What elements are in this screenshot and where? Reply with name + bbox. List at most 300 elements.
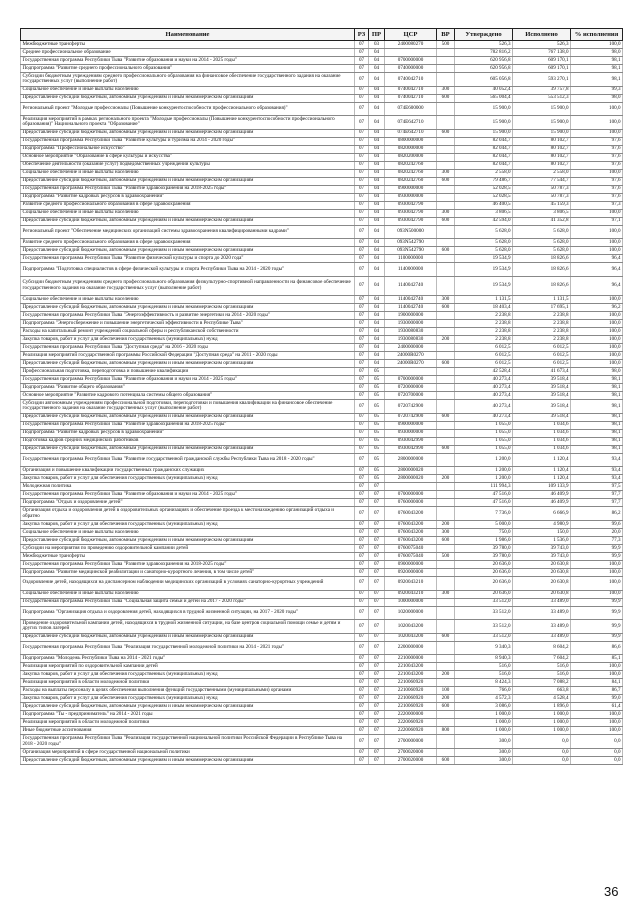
row-csr-cell: 1020043200: [385, 620, 437, 634]
row-name-cell: Подпрограмма "Энергосбережение и повышение энергетической эффективности в Республике Тыва": [21, 320, 355, 328]
row-vr-cell: [437, 679, 455, 687]
table-row: [21, 217, 623, 225]
row-approved-cell: 33 512,0: [455, 598, 513, 606]
table-row: [21, 437, 623, 445]
table-row: [21, 576, 623, 590]
row-name-cell: Подпрограмма "Отдых и оздоровление детей": [21, 499, 355, 507]
row-approved-cell: 1 055,0: [455, 445, 513, 453]
table-row: [21, 276, 623, 295]
table-row: [21, 568, 623, 576]
table-row: [21, 296, 623, 304]
row-name-cell: Государственная программа Республики Тыва "Развитие образования и науки на 2014 - 2025 годы": [21, 57, 355, 65]
row-csr-cell: 0900000000: [385, 560, 437, 568]
row-vr-cell: [437, 312, 455, 320]
row-vr-cell: 600: [437, 247, 455, 255]
row-name-cell: Среднее профессиональное образование: [21, 49, 355, 57]
row-csr-cell: 093N542790: [385, 239, 437, 247]
table-row: [21, 57, 623, 65]
table-row: [21, 145, 623, 153]
row-vr-cell: 600: [437, 633, 455, 641]
row-pr-cell: 07: [369, 748, 385, 756]
row-percent-cell: 86,2: [571, 507, 623, 521]
row-rz-cell: 07: [355, 695, 369, 703]
row-executed-cell: 1 896,0: [513, 703, 571, 711]
row-percent-cell: 96,4: [571, 276, 623, 295]
row-percent-cell: 86,7: [571, 687, 623, 695]
row-name-cell: Предоставление субсидий бюджетным, автономным учреждениям и иным некоммерческим организациям: [21, 703, 355, 711]
row-executed-cell: 5 628,0: [513, 225, 571, 239]
row-vr-cell: [437, 598, 455, 606]
row-name-cell: Государственная программа Республики Тыва "Развитие здравоохранения на 2018-2025 годы": [21, 560, 355, 568]
row-percent-cell: 96,4: [571, 255, 623, 263]
row-executed-cell: 1 034,6: [513, 429, 571, 437]
row-pr-cell: 04: [369, 94, 385, 102]
row-pr-cell: 07: [369, 483, 385, 491]
row-approved-cell: 6 012,5: [455, 352, 513, 360]
page-number: 36: [604, 884, 619, 899]
table-row: [21, 209, 623, 217]
row-rz-cell: 07: [355, 153, 369, 161]
row-rz-cell: 07: [355, 491, 369, 499]
row-approved-cell: 1 055,0: [455, 437, 513, 445]
row-rz-cell: 07: [355, 368, 369, 376]
row-approved-cell: 47 516,0: [455, 491, 513, 499]
row-csr-cell: 2800000020: [385, 475, 437, 483]
row-name-cell: Организация мероприятий в сфере государственной национальной политики: [21, 748, 355, 756]
row-executed-cell: 39 757,8: [513, 86, 571, 94]
row-approved-cell: 39 780,0: [455, 544, 513, 552]
row-vr-cell: [437, 161, 455, 169]
row-percent-cell: 98,1: [571, 429, 623, 437]
row-rz-cell: 07: [355, 748, 369, 756]
table-row: [21, 320, 623, 328]
row-pr-cell: 07: [369, 491, 385, 499]
row-executed-cell: 18 826,6: [513, 276, 571, 295]
row-name-cell: Закупка товаров, работ и услуг для обеспечения государственных (муниципальных) нужд: [21, 695, 355, 703]
row-csr-cell: 0820200000: [385, 153, 437, 161]
row-executed-cell: 18 826,6: [513, 263, 571, 277]
row-percent-cell: 99,3: [571, 86, 623, 94]
row-pr-cell: 04: [369, 239, 385, 247]
row-csr-cell: 1020000000: [385, 606, 437, 620]
row-pr-cell: 05: [369, 413, 385, 421]
row-rz-cell: 07: [355, 437, 369, 445]
row-percent-cell: 100,0: [571, 727, 623, 735]
row-csr-cell: 074E642710: [385, 116, 437, 130]
row-approved-cell: 15 900,0: [455, 116, 513, 130]
row-approved-cell: 82 044,7: [455, 161, 513, 169]
row-pr-cell: 04: [369, 217, 385, 225]
row-approved-cell: 15 900,0: [455, 102, 513, 116]
row-approved-cell: 1 200,0: [455, 475, 513, 483]
row-percent-cell: 99,9: [571, 598, 623, 606]
row-rz-cell: 07: [355, 145, 369, 153]
row-csr-cell: 0760043200: [385, 528, 437, 536]
row-approved-cell: 620 956,8: [455, 65, 513, 73]
row-vr-cell: 200: [437, 695, 455, 703]
row-name-cell: Подпрограмма "Подготовка специалистов в сфере физической культуры и спорта Республики Тыва на 2014 - 2020 годы": [21, 263, 355, 277]
row-percent-cell: 100,0: [571, 711, 623, 719]
row-csr-cell: 2210060920: [385, 687, 437, 695]
row-rz-cell: 07: [355, 528, 369, 536]
row-approved-cell: 1 200,0: [455, 453, 513, 467]
row-executed-cell: 4 528,4: [513, 695, 571, 703]
row-rz-cell: 07: [355, 735, 369, 749]
table-row: [21, 328, 623, 336]
row-rz-cell: 07: [355, 756, 369, 764]
row-executed-cell: 20 630,8: [513, 576, 571, 590]
row-name-cell: Подпрограмма "Развитие среднего профессионального образования": [21, 65, 355, 73]
row-pr-cell: 04: [369, 129, 385, 137]
row-approved-cell: 750,0: [455, 528, 513, 536]
table-row: [21, 719, 623, 727]
table-row: [21, 116, 623, 130]
row-rz-cell: 07: [355, 65, 369, 73]
row-approved-cell: 47 516,0: [455, 499, 513, 507]
row-pr-cell: 04: [369, 177, 385, 185]
row-pr-cell: 05: [369, 475, 385, 483]
row-pr-cell: 04: [369, 86, 385, 94]
row-pr-cell: 05: [369, 453, 385, 467]
row-csr-cell: 0760043200: [385, 520, 437, 528]
table-row: [21, 49, 623, 57]
row-approved-cell: 8 424,3: [455, 679, 513, 687]
row-pr-cell: 07: [369, 606, 385, 620]
row-pr-cell: 04: [369, 312, 385, 320]
row-percent-cell: 99,9: [571, 606, 623, 620]
row-executed-cell: 2 238,8: [513, 328, 571, 336]
row-pr-cell: 07: [369, 687, 385, 695]
row-pr-cell: 04: [369, 344, 385, 352]
row-percent-cell: 97,7: [571, 491, 623, 499]
table-row: [21, 73, 623, 87]
row-rz-cell: 07: [355, 536, 369, 544]
row-vr-cell: [437, 421, 455, 429]
row-name-cell: Реализация мероприятий в области молодежной политики: [21, 679, 355, 687]
row-approved-cell: 1 055,0: [455, 429, 513, 437]
row-executed-cell: 33 489,0: [513, 606, 571, 620]
row-vr-cell: [437, 65, 455, 73]
row-approved-cell: 6 012,5: [455, 344, 513, 352]
row-vr-cell: 300: [437, 209, 455, 217]
row-name-cell: Предоставление субсидий бюджетным, автономным учреждениям и иным некоммерческим организациям: [21, 247, 355, 255]
row-name-cell: Региональный проект "Обеспечение медицинских организаций системы здравоохранения квалифицированными кадрами": [21, 225, 355, 239]
row-percent-cell: 100,0: [571, 312, 623, 320]
row-rz-cell: 07: [355, 392, 369, 400]
row-executed-cell: 17 695,1: [513, 304, 571, 312]
row-rz-cell: 07: [355, 620, 369, 634]
row-executed-cell: 516,0: [513, 671, 571, 679]
row-executed-cell: 39 518,4: [513, 376, 571, 384]
row-vr-cell: 500: [437, 552, 455, 560]
row-percent-cell: 84,1: [571, 679, 623, 687]
table-row: [21, 727, 623, 735]
row-executed-cell: 1 120,4: [513, 467, 571, 475]
row-pr-cell: 04: [369, 296, 385, 304]
table-row: [21, 177, 623, 185]
row-csr-cell: 0930042990: [385, 437, 437, 445]
row-rz-cell: 07: [355, 137, 369, 145]
row-approved-cell: 8 940,3: [455, 655, 513, 663]
table-row: [21, 421, 623, 429]
row-approved-cell: 516,0: [455, 671, 513, 679]
row-rz-cell: 07: [355, 239, 369, 247]
row-csr-cell: 1140000000: [385, 263, 437, 277]
row-approved-cell: 40 273,4: [455, 400, 513, 414]
row-approved-cell: 20 636,0: [455, 568, 513, 576]
row-percent-cell: 20,0: [571, 528, 623, 536]
table-row: [21, 735, 623, 749]
row-rz-cell: 07: [355, 129, 369, 137]
row-executed-cell: 6 012,5: [513, 360, 571, 368]
row-percent-cell: 97,6: [571, 145, 623, 153]
table-body: [21, 41, 623, 765]
row-approved-cell: 33 512,0: [455, 633, 513, 641]
row-approved-cell: 33 512,0: [455, 606, 513, 620]
row-csr-cell: 0930000000: [385, 429, 437, 437]
row-vr-cell: [437, 73, 455, 87]
row-percent-cell: 97,6: [571, 177, 623, 185]
row-vr-cell: 200: [437, 520, 455, 528]
row-executed-cell: 39 743,0: [513, 552, 571, 560]
row-name-cell: Предоставление субсидий бюджетным, автономным учреждениям и иным некоммерческим организациям: [21, 217, 355, 225]
row-executed-cell: 4 980,9: [513, 520, 571, 528]
row-percent-cell: 100,0: [571, 328, 623, 336]
row-executed-cell: 77 544,7: [513, 177, 571, 185]
row-vr-cell: [437, 663, 455, 671]
row-pr-cell: 03: [369, 41, 385, 49]
row-pr-cell: 04: [369, 161, 385, 169]
row-name-cell: Подпрограмма "Молодежь Республики Тыва на 2014 - 2021 годы": [21, 655, 355, 663]
row-percent-cell: 100,0: [571, 320, 623, 328]
row-rz-cell: 07: [355, 655, 369, 663]
row-approved-cell: 516,0: [455, 663, 513, 671]
row-pr-cell: 07: [369, 507, 385, 521]
row-executed-cell: 33 489,0: [513, 620, 571, 634]
table-row: [21, 467, 623, 475]
row-vr-cell: [437, 255, 455, 263]
row-rz-cell: 07: [355, 320, 369, 328]
budget-sheet: [20, 28, 622, 765]
row-percent-cell: 100,0: [571, 352, 623, 360]
table-row: [21, 41, 623, 49]
row-approved-cell: 766,0: [455, 687, 513, 695]
row-executed-cell: 39 518,4: [513, 413, 571, 421]
row-rz-cell: 07: [355, 304, 369, 312]
row-pr-cell: 07: [369, 719, 385, 727]
row-approved-cell: 605 056,8: [455, 73, 513, 87]
table-row: [21, 352, 623, 360]
row-percent-cell: 100,0: [571, 129, 623, 137]
row-pr-cell: 04: [369, 145, 385, 153]
row-approved-cell: 40 052,4: [455, 86, 513, 94]
row-vr-cell: [437, 467, 455, 475]
row-vr-cell: 600: [437, 304, 455, 312]
row-vr-cell: [437, 507, 455, 521]
row-name-cell: Государственная программа Республики Тыва "Развитие образования и науки на 2014 - 2025 годы": [21, 376, 355, 384]
row-rz-cell: 07: [355, 344, 369, 352]
row-name-cell: Закупка товаров, работ и услуг для обеспечения государственных (муниципальных) нужд: [21, 671, 355, 679]
row-approved-cell: 1 055,0: [455, 421, 513, 429]
row-name-cell: Предоставление субсидий бюджетным, автономным учреждениям и иным некоммерческим организациям: [21, 633, 355, 641]
row-approved-cell: 20 636,0: [455, 590, 513, 598]
table-row: [21, 528, 623, 536]
row-executed-cell: 6 012,5: [513, 352, 571, 360]
row-executed-cell: 33 489,0: [513, 598, 571, 606]
row-executed-cell: 609 170,1: [513, 57, 571, 65]
table-row: [21, 304, 623, 312]
row-name-cell: Субсидии бюджетным учреждениям среднего профессионального образования физкультурно-спортивной направленности на финансовое обеспечение государственного задания на оказание государственных услуг (выполнение работ): [21, 276, 355, 295]
row-approved-cell: 2 238,8: [455, 320, 513, 328]
row-approved-cell: 3 086,0: [455, 703, 513, 711]
row-rz-cell: 07: [355, 352, 369, 360]
row-csr-cell: 0760075040: [385, 544, 437, 552]
row-percent-cell: 98,0: [571, 49, 623, 57]
row-rz-cell: 07: [355, 73, 369, 87]
row-approved-cell: 2 558,0: [455, 169, 513, 177]
row-percent-cell: 77,3: [571, 536, 623, 544]
row-percent-cell: 98,1: [571, 384, 623, 392]
row-vr-cell: 300: [437, 169, 455, 177]
row-name-cell: Подпрограмма "Развитие кадровых ресурсов в здравоохранении": [21, 429, 355, 437]
table-row: [21, 137, 623, 145]
row-csr-cell: 2800000000: [385, 453, 437, 467]
row-pr-cell: 07: [369, 655, 385, 663]
row-executed-cell: 1 034,6: [513, 445, 571, 453]
row-csr-cell: 093N542790: [385, 247, 437, 255]
row-csr-cell: 0930042790: [385, 217, 437, 225]
row-percent-cell: 0,0: [571, 748, 623, 756]
row-executed-cell: 553 512,3: [513, 94, 571, 102]
row-executed-cell: 80 102,7: [513, 153, 571, 161]
row-vr-cell: [437, 102, 455, 116]
table-row: [21, 663, 623, 671]
row-rz-cell: 07: [355, 86, 369, 94]
row-percent-cell: 100,0: [571, 344, 623, 352]
row-vr-cell: [437, 225, 455, 239]
row-name-cell: Закупка товаров, работ и услуг для обеспечения государственных (муниципальных) нужд: [21, 336, 355, 344]
row-pr-cell: 04: [369, 153, 385, 161]
row-rz-cell: 07: [355, 568, 369, 576]
row-executed-cell: 46 409,9: [513, 491, 571, 499]
row-name-cell: Межбюджетные трансферты: [21, 552, 355, 560]
row-executed-cell: 39 518,4: [513, 384, 571, 392]
table-row: [21, 185, 623, 193]
row-percent-cell: 100,0: [571, 719, 623, 727]
row-percent-cell: 99,9: [571, 620, 623, 634]
row-vr-cell: 600: [437, 413, 455, 421]
row-pr-cell: 07: [369, 536, 385, 544]
row-csr-cell: 1140042740: [385, 276, 437, 295]
row-csr-cell: 1140042740: [385, 304, 437, 312]
row-vr-cell: [437, 239, 455, 247]
row-name-cell: Реализация мероприятий государственной программы Российской Федерации "Доступная среда" на 2011 - 2020 годы: [21, 352, 355, 360]
row-vr-cell: 600: [437, 94, 455, 102]
row-csr-cell: 2400080270: [385, 41, 437, 49]
row-name-cell: Предоставление субсидий бюджетным, автономным учреждениям и иным некоммерческим организациям: [21, 756, 355, 764]
row-name-cell: Государственная программа Республики Тыва "Развитие образования и науки на 2014 - 2025 годы": [21, 491, 355, 499]
row-pr-cell: 04: [369, 169, 385, 177]
row-pr-cell: 04: [369, 328, 385, 336]
row-rz-cell: 07: [355, 671, 369, 679]
row-percent-cell: 93,4: [571, 453, 623, 467]
row-rz-cell: 07: [355, 360, 369, 368]
row-pr-cell: 07: [369, 544, 385, 552]
row-pr-cell: 07: [369, 641, 385, 655]
row-pr-cell: 05: [369, 368, 385, 376]
row-rz-cell: 07: [355, 719, 369, 727]
row-name-cell: Предоставление субсидий бюджетным, автономным учреждениям и иным некоммерческим организациям: [21, 445, 355, 453]
row-percent-cell: 97,7: [571, 499, 623, 507]
row-percent-cell: 97,6: [571, 161, 623, 169]
row-name-cell: Субсидии автономным учреждениям профессиональной подготовки, переподготовки и повышения квалификации на финансовое обеспечение государственного задания на оказание государственных услуг (выполнение работ): [21, 400, 355, 414]
row-approved-cell: 565 004,4: [455, 94, 513, 102]
row-name-cell: Государственная программа Республики Тыва "Развитие государственной гражданской службы Республики Тыва на 2018 - 2020 годы": [21, 453, 355, 467]
row-percent-cell: 100,0: [571, 296, 623, 304]
table-row: [21, 376, 623, 384]
row-percent-cell: 100,0: [571, 225, 623, 239]
row-executed-cell: 6 666,9: [513, 507, 571, 521]
row-approved-cell: 300,0: [455, 756, 513, 764]
table-row: [21, 475, 623, 483]
row-csr-cell: 0800000000: [385, 137, 437, 145]
row-percent-cell: 98,0: [571, 368, 623, 376]
table-header-row: [21, 29, 623, 41]
row-approved-cell: 300,0: [455, 735, 513, 749]
row-pr-cell: 04: [369, 73, 385, 87]
row-csr-cell: 0820242760: [385, 161, 437, 169]
row-csr-cell: 1000000000: [385, 598, 437, 606]
row-rz-cell: 07: [355, 413, 369, 421]
row-percent-cell: 98,1: [571, 392, 623, 400]
row-executed-cell: 1 000,0: [513, 719, 571, 727]
row-pr-cell: 07: [369, 756, 385, 764]
row-percent-cell: 98,1: [571, 413, 623, 421]
row-csr-cell: 0900000000: [385, 185, 437, 193]
row-vr-cell: [437, 483, 455, 491]
row-pr-cell: 04: [369, 65, 385, 73]
row-rz-cell: 07: [355, 520, 369, 528]
row-vr-cell: [437, 384, 455, 392]
row-vr-cell: [437, 185, 455, 193]
row-pr-cell: 04: [369, 276, 385, 295]
row-pr-cell: 05: [369, 467, 385, 475]
row-vr-cell: [437, 57, 455, 65]
row-approved-cell: 40 273,4: [455, 413, 513, 421]
row-vr-cell: [437, 193, 455, 201]
row-csr-cell: 2210060920: [385, 679, 437, 687]
row-approved-cell: 42 528,4: [455, 368, 513, 376]
row-executed-cell: 15 900,0: [513, 129, 571, 137]
row-rz-cell: 07: [355, 276, 369, 295]
row-csr-cell: 24000R0270: [385, 360, 437, 368]
table-row: [21, 368, 623, 376]
row-percent-cell: 97,1: [571, 217, 623, 225]
row-vr-cell: 300: [437, 296, 455, 304]
row-approved-cell: 82 044,7: [455, 145, 513, 153]
row-percent-cell: 61,4: [571, 703, 623, 711]
row-rz-cell: 07: [355, 560, 369, 568]
table-row: [21, 247, 623, 255]
row-csr-cell: 24000R0270: [385, 352, 437, 360]
row-executed-cell: 39 743,0: [513, 544, 571, 552]
table-row: [21, 560, 623, 568]
row-vr-cell: [437, 576, 455, 590]
row-name-cell: Государственная программа Республики Тыва "Социальная защита семьи и детей на 2017 - 2020 годы": [21, 598, 355, 606]
table-row: [21, 169, 623, 177]
row-vr-cell: [437, 544, 455, 552]
row-pr-cell: 04: [369, 102, 385, 116]
